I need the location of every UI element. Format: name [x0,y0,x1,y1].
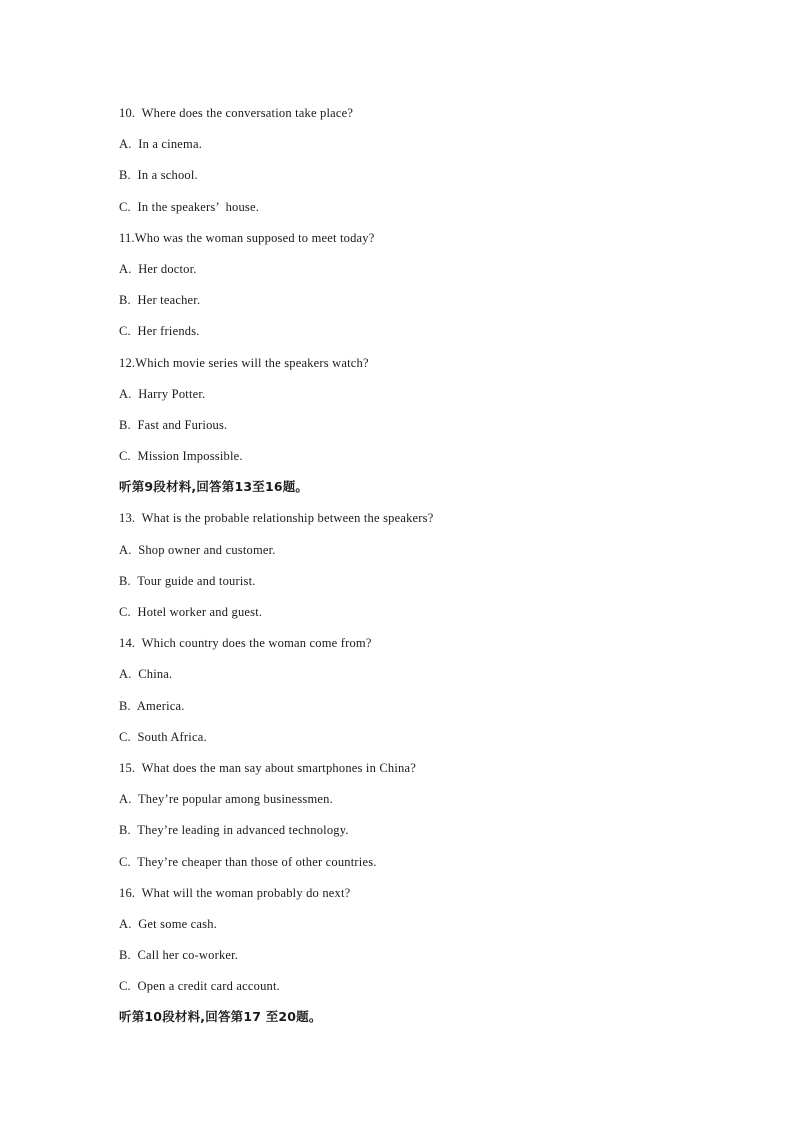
question-14-option-b: B. America. [119,698,185,713]
question-16-option-b: B. Call her co-worker. [119,948,239,963]
question-11-option-b: B. Her teacher. [119,293,201,308]
section-heading-9: 听第9段材料,回答第13至16题。 [119,479,309,495]
question-10-option-b: B. In a school. [119,168,198,183]
question-15: 15. What does the man say about smartphones in China? [119,760,416,775]
question-15-option-a: A. They’re popular among businessmen. [119,792,333,807]
question-13: 13. What is the probable relationship between the speakers? [119,511,434,526]
question-10: 10. Where does the conversation take place? [119,106,354,120]
question-10-option-c: C. In the speakers’ house. [119,199,260,214]
question-11: 11.Who was the woman supposed to meet today? [119,230,375,245]
question-13-option-c: C. Hotel worker and guest. [119,605,263,619]
question-10-option-a: A. In a cinema. [119,137,203,152]
question-14-option-c: C. South Africa. [119,729,207,744]
question-15-option-c: C. They’re cheaper than those of other countries. [119,854,377,869]
document-page [119,102,719,1038]
question-16-option-a: A. Get some cash. [119,916,218,931]
question-12-option-b: B. Fast and Furious. [119,417,228,432]
question-13-option-b: B. Tour guide and tourist. [119,573,256,588]
question-14: 14. Which country does the woman come from? [119,636,372,651]
question-11-option-c: C. Her friends. [119,324,200,339]
section-heading-10: 听第10段材料,回答第17 至20题。 [119,1009,322,1025]
question-12-option-c: C. Mission Impossible. [119,449,243,464]
question-16: 16. What will the woman probably do next? [119,885,351,900]
question-11-option-a: A. Her doctor. [119,261,197,276]
question-12: 12.Which movie series will the speakers watch? [119,355,369,370]
question-12-option-a: A. Harry Potter. [119,386,206,401]
question-16-option-c: C. Open a credit card account. [119,979,280,994]
question-13-option-a: A. Shop owner and customer. [119,542,276,557]
question-14-option-a: A. China. [119,667,173,682]
question-15-option-b: B. They’re leading in advanced technology. [119,823,349,838]
